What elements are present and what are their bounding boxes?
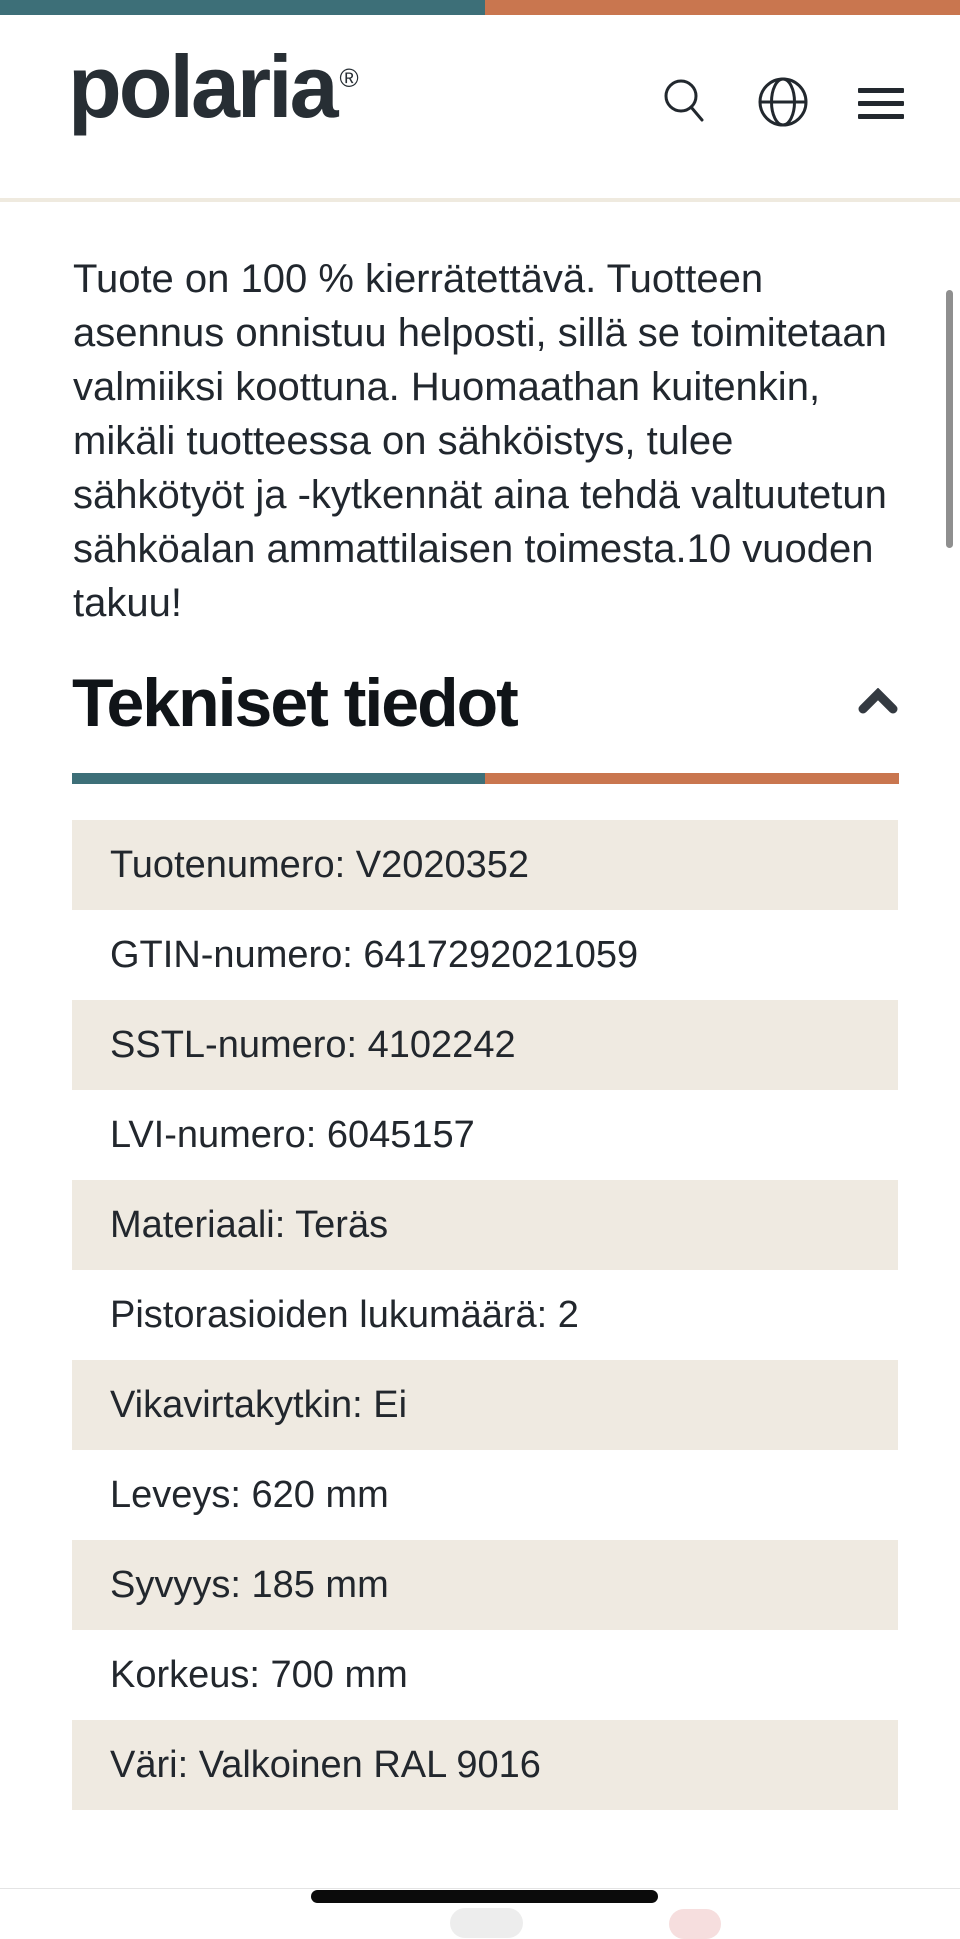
spec-row: Pistorasioiden lukumäärä: 2 xyxy=(72,1270,898,1360)
top-accent-bar xyxy=(0,0,960,15)
section-rule-teal xyxy=(72,773,485,784)
header-divider xyxy=(0,198,960,202)
section-accent-rule xyxy=(72,773,899,784)
section-title: Tekniset tiedot xyxy=(72,665,517,741)
scrollbar-thumb[interactable] xyxy=(946,290,953,548)
site-header xyxy=(0,15,960,198)
spec-row: Väri: Valkoinen RAL 9016 xyxy=(72,1720,898,1810)
spec-row: SSTL-numero: 4102242 xyxy=(72,1000,898,1090)
spec-row: Materiaali: Teräs xyxy=(72,1180,898,1270)
bottom-widget-peek-right xyxy=(669,1909,721,1939)
registered-trademark-icon: ® xyxy=(339,62,359,93)
top-accent-orange xyxy=(485,0,960,15)
search-icon[interactable] xyxy=(660,76,708,131)
spec-row: Vikavirtakytkin: Ei xyxy=(72,1360,898,1450)
home-indicator xyxy=(311,1890,658,1903)
top-accent-teal xyxy=(0,0,485,15)
polaria-logo[interactable] xyxy=(68,37,359,136)
spec-list xyxy=(72,820,898,1810)
tekniset-tiedot-accordion-header[interactable] xyxy=(72,648,899,758)
menu-icon[interactable] xyxy=(858,88,904,119)
spec-row: Syvyys: 185 mm xyxy=(72,1540,898,1630)
spec-row: Leveys: 620 mm xyxy=(72,1450,898,1540)
header-actions xyxy=(660,75,904,132)
section-rule-orange xyxy=(485,773,899,784)
spec-row: Tuotenumero: V2020352 xyxy=(72,820,898,910)
globe-icon[interactable] xyxy=(756,75,810,132)
spec-row: GTIN-numero: 6417292021059 xyxy=(72,910,898,1000)
spec-row: Korkeus: 700 mm xyxy=(72,1630,898,1720)
bottom-widget-peek-left xyxy=(450,1908,523,1938)
chevron-up-icon[interactable] xyxy=(857,688,899,719)
spec-row: LVI-numero: 6045157 xyxy=(72,1090,898,1180)
bottom-divider xyxy=(0,1888,960,1889)
product-description: Tuote on 100 % kierrätettävä. Tuotteen asennus onnistuu helposti, sillä se toimitetaan valmiiksi koottuna. Huomaathan kuitenkin, mikäli tuotteessa on sähköistys, tulee sähkötyöt ja -kytkennät aina tehdä valtuutetun sähköalan ammattilaisen toimesta.10 vuoden takuu! xyxy=(73,257,887,625)
logo-text: polaria xyxy=(68,37,336,136)
